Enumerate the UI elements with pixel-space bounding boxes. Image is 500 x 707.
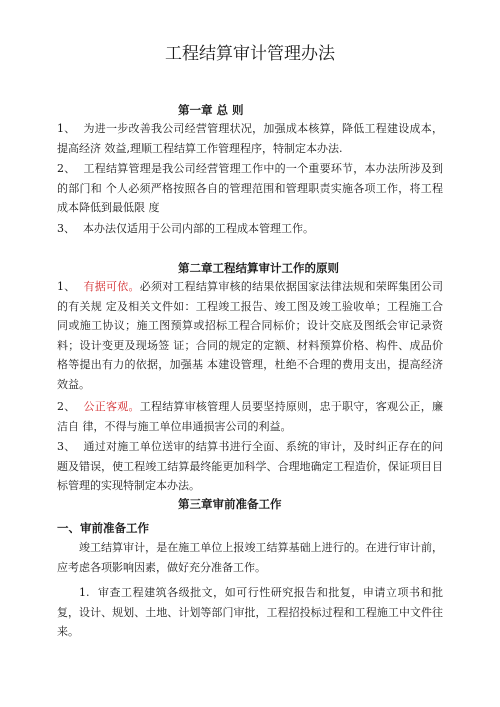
item-text: 审查工程建筑各级批文，如可行性研究报告和批复，申请立项书和批复，设计、规划、土地、计划等部门审批，工程招投标过程和工程施工中文件往来。 bbox=[57, 586, 443, 639]
principle-highlight: 公正客观。 bbox=[83, 400, 140, 413]
section-1-paragraph: 竣工结算审计，是在施工单位上报竣工结算基础上进行的。在进行审计前，应考虑各项影响因素，做好充分准备工作。 bbox=[57, 541, 443, 574]
principle-highlight: 有据可依。 bbox=[83, 280, 140, 293]
item-text: 工程结算审核管理人员要坚持原则，忠于职守，客观公正，廉洁自 律，不得与施工单位串通损害公司的利益。 bbox=[57, 400, 444, 433]
chapter-1-heading: 第一章 总 则 bbox=[178, 103, 244, 117]
item-number: 3、 bbox=[57, 222, 75, 235]
chapter-2-item-2 bbox=[57, 397, 443, 436]
item-text: 本办法仅适用于公司内部的工程成本管理工作。 bbox=[83, 222, 314, 235]
item-number: 1. bbox=[79, 586, 90, 599]
chapter-1-item-1 bbox=[57, 119, 443, 158]
chapter-1-item-2 bbox=[57, 159, 443, 218]
chapter-2-item-1 bbox=[57, 277, 443, 395]
item-text: 工程结算管理是我公司经营管理工作中的一个重要环节，本办法所涉及到的部门和 个人必须严格按照各自的管理范围和管理职责实施各项工作，将工程成本降低到最低限 度 bbox=[57, 162, 443, 215]
section-1-item-1 bbox=[57, 583, 443, 642]
section-1-heading: 一、审前准备工作 bbox=[57, 521, 149, 535]
chapter-2-item-3 bbox=[57, 437, 443, 496]
chapter-2-heading: 第二章工程结算审计工作的原则 bbox=[178, 261, 339, 275]
item-text: 为进一步改善我公司经营管理状况，加强成本核算，降低工程建设成本，提高经济 效益,理顺工程结算工作管理程序，特制定本办法. bbox=[57, 122, 443, 155]
item-number: 2、 bbox=[57, 162, 76, 175]
item-text: 通过对施工单位送审的结算书进行全面、系统的审计，及时纠正存在的问题及错误，使工程竣工结算最终能更加科学、合理地确定工程造价，保证项目目标管理的实现特制定本办法。 bbox=[57, 440, 443, 493]
item-number: 1、 bbox=[57, 122, 76, 135]
item-number: 2、 bbox=[57, 400, 76, 413]
item-number: 1、 bbox=[57, 280, 76, 293]
chapter-1-item-3 bbox=[57, 219, 443, 239]
document-title: 工程结算审计管理办法 bbox=[165, 44, 335, 64]
item-number: 3、 bbox=[57, 440, 76, 453]
chapter-3-heading: 第三章审前准备工作 bbox=[178, 497, 282, 511]
item-text: 必须对工程结算审核的结果依据国家法律法规和荣晖集团公司的有关规 定及相关文件如：工程竣工报告、竣工图及竣工验收单；工程施工合同或施工协议；施工图预算或招标工程合同标价；设计交底及图纸会审记录资料；设计变更及现场签 证；合同的规定的定额、材料预算价格、构件、成品价格等提出有力的依据，加强基 本建设管理，杜绝不合理的费用支出，提高经济效益。 bbox=[57, 280, 444, 391]
